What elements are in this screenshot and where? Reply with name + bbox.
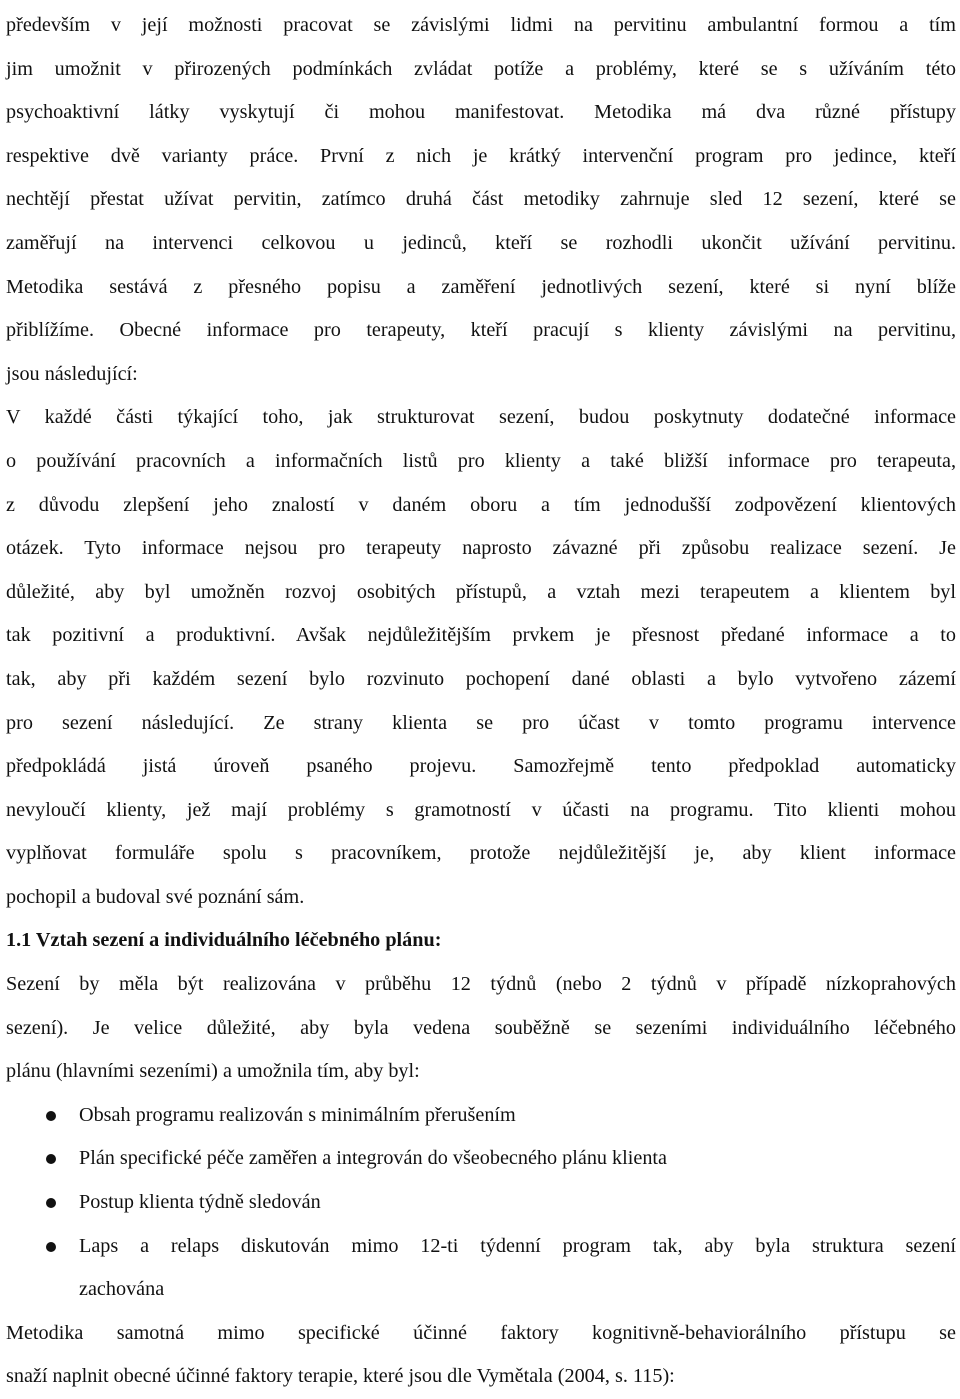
text-line: psychoaktivní látky vyskytují či mohou manifestovat. Metodika má dva různé přístupy bbox=[6, 101, 956, 124]
paragraph-sessions bbox=[6, 963, 956, 1094]
bullet-item bbox=[6, 1225, 956, 1312]
bullet-dot-icon bbox=[46, 1111, 56, 1121]
text-line: pochopil a budoval své poznání sám. bbox=[6, 885, 305, 908]
text-line: snaží naplnit obecné účinné faktory terapie, které jsou dle Vymětala (2004, s. 115): bbox=[6, 1365, 675, 1388]
text-line: otázek. Tyto informace nejsou pro terapeuty naprosto závazné při způsobu realizace sezení. Je bbox=[6, 537, 956, 560]
bullet-dot-icon bbox=[46, 1242, 56, 1252]
text-line: především v její možnosti pracovat se závislými lidmi na pervitinu ambulantní formou a tím bbox=[6, 14, 956, 36]
text-line: zaměřují na intervenci celkovou u jedinců, kteří se rozhodli ukončit užívání pervitinu. bbox=[6, 231, 956, 254]
text-line: Metodika sestává z přesného popisu a zaměření jednotlivých sezení, které si nyní blíže bbox=[6, 275, 956, 298]
bullet-list bbox=[6, 1094, 956, 1312]
bullet-text: Obsah programu realizován s minimálním přerušením bbox=[79, 1103, 516, 1126]
text-line: z důvodu zlepšení jeho znalostí v daném oboru a tím jednodušší zodpovězení klientových bbox=[6, 493, 956, 516]
text-line: přiblížíme. Obecné informace pro terapeuty, kteří pracují s klienty závislými na pervitinu, bbox=[6, 319, 956, 342]
text-line: Sezení by měla být realizována v průběhu 12 týdnů (nebo 2 týdnů v případě nízkoprahových bbox=[6, 973, 956, 996]
text-line: důležité, aby byl umožněn rozvoj osobitých přístupů, a vztah mezi terapeutem a klientem byl bbox=[6, 580, 956, 603]
section-heading: 1.1 Vztah sezení a individuálního léčebného plánu: bbox=[6, 929, 442, 952]
document-page bbox=[0, 4, 960, 1388]
text-line: V každé části týkající toho, jak strukturovat sezení, budou poskytnuty dodatečné informace bbox=[6, 406, 956, 429]
bullet-text: Laps a relaps diskutován mimo 12-ti týdenní program tak, aby byla struktura sezení bbox=[79, 1234, 956, 1257]
bullet-text: zachována bbox=[79, 1278, 165, 1301]
text-line: o používání pracovních a informačních listů pro klienty a také bližší informace pro terapeuta, bbox=[6, 449, 956, 472]
bullet-item bbox=[6, 1094, 956, 1138]
text-line: předpokládá jistá úroveň psaného projevu. Samozřejmě tento předpoklad automaticky bbox=[6, 755, 956, 778]
text-line: jsou následující: bbox=[6, 362, 138, 385]
paragraph-therapist-info bbox=[6, 396, 956, 919]
text-line: tak pozitivní a produktivní. Avšak nejdůležitějším prvkem je přesnost předané informace a to bbox=[6, 624, 956, 647]
text-line: pro sezení následující. Ze strany klienta se pro účast v tomto programu intervence bbox=[6, 711, 956, 734]
text-line: Metodika samotná mimo specifické účinné faktory kognitivně-behaviorálního přístupu se bbox=[6, 1321, 956, 1344]
text-line: respektive dvě varianty práce. První z nich je krátký intervenční program pro jedince, kteří bbox=[6, 144, 956, 167]
bullet-text: Postup klienta týdně sledován bbox=[79, 1191, 321, 1214]
bullet-text: Plán specifické péče zaměřen a integrován do všeobecného plánu klienta bbox=[79, 1147, 667, 1170]
bullet-dot-icon bbox=[46, 1198, 56, 1208]
bullet-item bbox=[6, 1137, 956, 1181]
paragraph-factors bbox=[6, 1312, 956, 1399]
bullet-dot-icon bbox=[46, 1154, 56, 1164]
paragraph-intro bbox=[6, 4, 956, 396]
text-line: tak, aby při každém sezení bylo rozvinuto pochopení dané oblasti a bylo vytvořeno zázemí bbox=[6, 667, 956, 690]
text-line: nevyloučí klienty, jež mají problémy s gramotností v účasti na programu. Tito klienti mohou bbox=[6, 798, 956, 821]
text-line: sezení). Je velice důležité, aby byla vedena souběžně se sezeními individuálního léčebného bbox=[6, 1016, 956, 1039]
text-line: plánu (hlavními sezeními) a umožnila tím, aby byl: bbox=[6, 1060, 420, 1083]
bullet-item bbox=[6, 1181, 956, 1225]
text-line: nechtějí přestat užívat pervitin, zatímco druhá část metodiky zahrnuje sled 12 sezení, které se bbox=[6, 188, 956, 211]
text-line: vyplňovat formuláře spolu s pracovníkem, protože nejdůležitější je, aby klient informace bbox=[6, 842, 956, 865]
text-line: jim umožnit v přirozených podmínkách zvládat potíže a problémy, které se s užíváním této bbox=[6, 57, 956, 80]
